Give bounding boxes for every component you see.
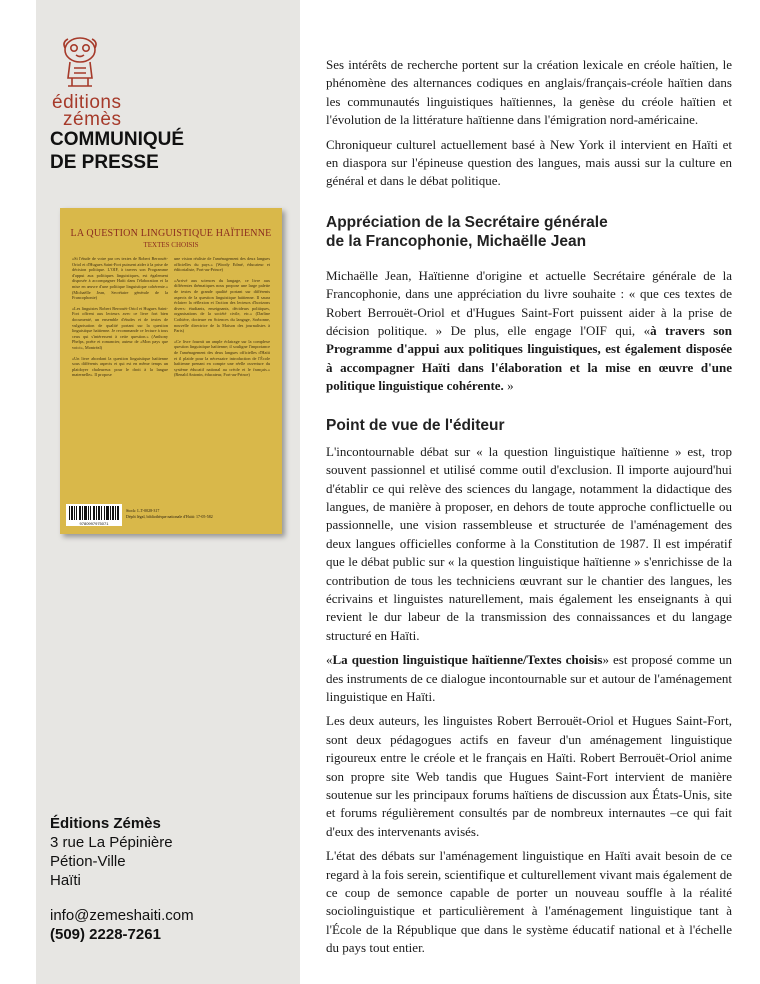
- heading-appreciation: [326, 213, 732, 251]
- text-span: »: [503, 378, 514, 394]
- barcode-icon: [66, 504, 122, 526]
- text-span: Michaëlle Jean, Haïtienne d'origine et actuelle Secrétaire générale de la Francophonie, dans une appréciation du livre souhaite : « que ces textes de Robert Berrouët-Oriol et d'Hugues Saint-Fort puissent aider à la prise de décision politique. » De plus, elle engage l'OIF qui, «: [326, 267, 732, 339]
- barcode-text-line: Dépôt légal, bibliothèque nationale d'Haïti: 17-05-582: [126, 514, 213, 519]
- book-subtitle: TEXTES CHOISIS: [143, 241, 199, 249]
- book-quote: «Un livre abordant la question linguistique haïtienne sous différents aspects et qui est en même temps un plaidoyer chaleureux pour le droit à la langue maternelle». Il propose: [72, 355, 168, 378]
- main-content: [326, 56, 732, 964]
- contact-address-line: 3 rue La Pépinière: [50, 834, 173, 851]
- contact-name: Éditions Zémès: [50, 815, 161, 832]
- contact-address-line: Haïti: [50, 872, 81, 889]
- press-title-line1: COMMUNIQUÉ: [50, 129, 185, 150]
- paragraph-chroniqueur: Chroniqueur culturel actuellement basé à New York il intervient en Haïti et en diaspora sur l'épineuse question des langues, mais aussi sur la culture en général et dans le débat politique.: [326, 136, 732, 189]
- barcode-text-line: Stock: L.T-0028-317: [126, 508, 160, 513]
- contact-email[interactable]: info@zemeshaiti.com: [50, 907, 194, 924]
- contact-block: [50, 814, 194, 944]
- spacer: [50, 890, 194, 906]
- zemes-figure-icon: [52, 34, 108, 92]
- book-title: LA QUESTION LINGUISTIQUE HAÏTIENNE: [70, 228, 272, 239]
- paragraph-michaelle-jean: [326, 267, 732, 396]
- book-quote: «Les linguistes Robert Berrouët-Oriol et Hugues Saint-Fort offrent aux lecteurs avec ce livre fort bien documenté, un ensemble d'études et de textes de vulgarisation de qualité portant sur la question linguistique haïtienne. Je recommande ce lecture à tous ceux qui s'intéressent à cette question.» (Anthony Phelps, poète et romancier, auteur de «Mon pays que voici», Montréal): [72, 305, 168, 350]
- book-left-column: [72, 256, 168, 383]
- book-quote: une vision réaliste de l'aménagement des deux langues officielles du pays.» (Woody Edmé, éducateur et éditorialiste, Port-au-Prince): [174, 256, 270, 273]
- barcode: [66, 504, 122, 526]
- heading-point-de-vue: Point de vue de l'éditeur: [326, 416, 505, 434]
- press-title-line2: DE PRESSE: [50, 152, 159, 173]
- book-quote: «Ce livre fournit un ample éclairage sur la complexe question linguistique haïtienne; il souligne l'importance de l'aménagement des deux langues officielles d'Haïti et il plaide pour la nécessaire introduction de l'École haïtienne prenant en compte une réelle ouverture du système éducatif national au créole et le français.» (Renald Antonin, éducateur, Fort-au-Prince): [174, 338, 270, 378]
- book-back-cover: [60, 208, 282, 534]
- brand-line2: zémès: [63, 109, 122, 130]
- contact-address-line: Pétion-Ville: [50, 853, 126, 870]
- contact-phone: (509) 2228-7261: [50, 926, 161, 943]
- text-span: «: [326, 652, 333, 668]
- paragraph-etat-debats: L'état des débats sur l'aménagement linguistique en Haïti avait besoin de ce regard à la fois serein, scientifique et culturellement vivant mais également de ce coup de semonce capable de porter un nouveau souffle à la réalité sociolinguistique et particulièrement à l'aménagement linguistique tant à l'École de la République que dans le système éducatif national et à l'échelle du pays tout entier.: [326, 848, 732, 956]
- barcode-text: [126, 508, 276, 520]
- heading-appreciation-line1: Appréciation de la Secrétaire générale: [326, 213, 608, 231]
- paragraph-debat: L'incontournable débat sur « la question linguistique haïtienne » est, trop souvent passionnel et utilisé comme outil d'exclusion. Il importe aujourd'hui d'établir ce qui relève des sciences du langage, notamment la didactique des langues, de manière à proposer, en dehors de toute approche conflictuelle ou passionnelle, une vision rassembleuse et structurée de l'aménagement des deux langues officielles conforme à la Constitution de 1987. Il est impératif que le débat public sur « la question linguistique haïtienne » s'enrichisse de la contribution de tous les techniciens œuvrant sur le chantier des langues, les écrivains et linguistes naturellement, mais également les enseignants à qui revient le dur labeur de la transmission des connaissances et du langage structuré en Haïti.: [326, 443, 732, 643]
- bold-book-title: La question linguistique haïtienne/Textes choisis: [332, 652, 603, 668]
- barcode-number: 9780997975071: [79, 521, 109, 526]
- paragraph-research: Ses intérêts de recherche portent sur la création lexicale en créole haïtien, le phénomène des alternances codiques en anglais/français-créole haïtien dans les communautés linguistiques haïtiennes, la genèse du créole haïtien et l'évolution de la littérature haïtienne dans l'émigration nord-américaine.: [326, 57, 732, 128]
- paragraph-instruments: [326, 651, 732, 706]
- heading-appreciation-line2: de la Francophonie, Michaëlle Jean: [326, 232, 587, 250]
- book-quote: «Si l'étude de votre par ces textes de Robert Berrouët-Oriol et d'Hugues Saint-Fort puissent aider à la prise de décision politique. L'OIF, à travers son Programme d'appui aux politiques linguistiques, est également disposée à accompagner Haïti dans l'élaboration et la mise en œuvre d'une politique linguistique cohérente.» (Michaëlle Jean, Secrétaire générale de la Francophonie): [72, 256, 168, 301]
- brand-line1: éditions: [52, 92, 122, 113]
- book-quote: «Arrivé aux sciences du langage, ce livre aux différentes thématiques nous propose une large palette de textes de grande qualité portant sur différents aspects de la question linguistique haïtienne. Il saura éclairer la réflexion et l'action des lecteurs d'horizons divers: étudiants, enseignants, décideurs politiques, organisations de la société civile, etc.» (Darline Cothière, docteure en Sciences du langage, Sorbonne, nouvelle directrice de la Maison des journalistes à Paris): [174, 277, 270, 334]
- bold-quote: à travers son Programme d'appui aux politiques linguistiques, est également disposée à accompagner Haïti dans l'élaboration et la mise en œuvre d'une politique linguistique cohérente.: [326, 323, 732, 394]
- paragraph-auteurs: Les deux auteurs, les linguistes Robert Berrouët-Oriol et Hugues Saint-Fort, sont deux pédagogues actifs en faveur d'un aménagement linguistique rigoureux entre le créole et le français en Haïti. Robert Berrouët-Oriol anime son propre site Web tandis que Hugues Saint-Fort intervient de manière soutenue sur les principaux forums haïtiens de discussion aux États-Unis, site et forums régulièrement consultés par de nombreux internautes –ce qui fait d'eux des intervenants avisés.: [326, 713, 732, 839]
- book-right-column: [174, 256, 270, 383]
- zemes-logo: [52, 34, 162, 92]
- text-span: » est proposé comme un des instruments de ce dialogue incontournable sur et autour de l'aménagement linguistique en Haïti.: [326, 652, 732, 704]
- press-title: [50, 128, 184, 174]
